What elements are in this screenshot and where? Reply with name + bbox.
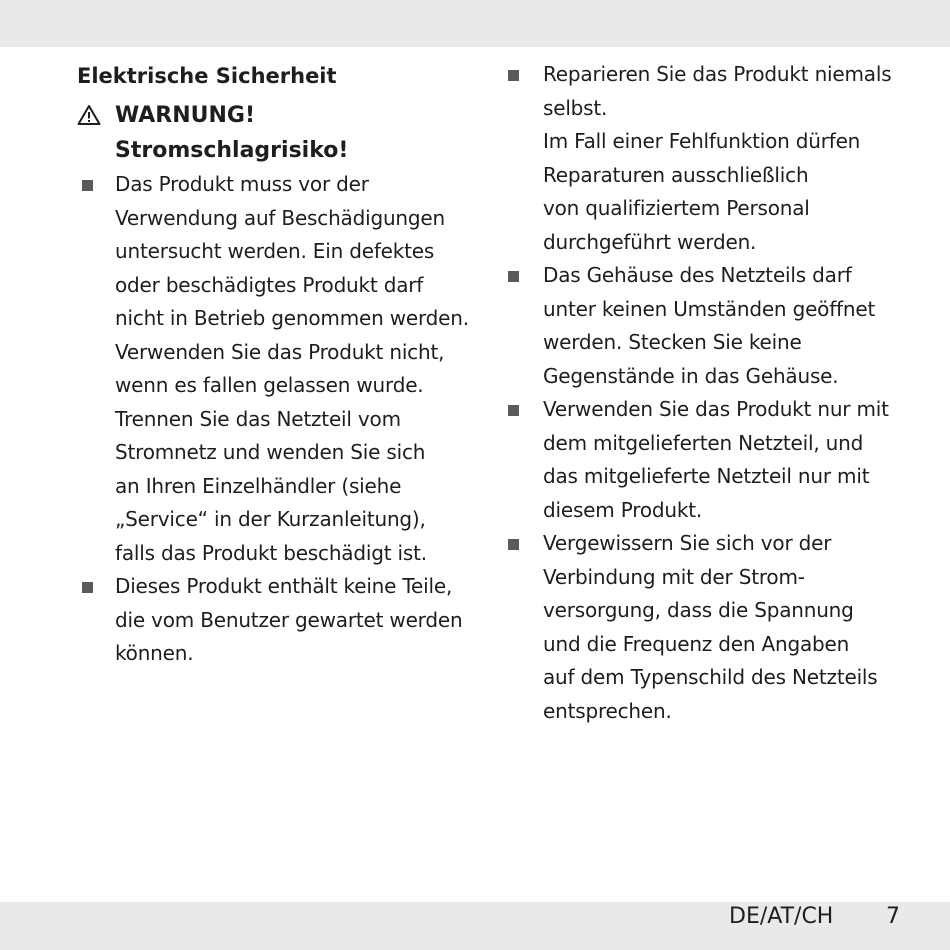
text-line: Verwendung auf Beschädigungen	[115, 205, 445, 230]
warning-title: WARNUNG!	[115, 103, 256, 128]
text-line: die vom Benutzer gewartet werden	[115, 607, 463, 632]
right-column	[505, 58, 925, 728]
text-line: Das Produkt muss vor der	[115, 172, 369, 196]
section-heading: Elektrische Sicherheit	[77, 64, 337, 88]
text-line: Verbindung mit der Strom-	[543, 564, 805, 589]
text-line: Reparieren Sie das Produkt niemals	[543, 62, 892, 86]
text-line: Dieses Produkt enthält keine Teile,	[115, 574, 453, 598]
text-line: das mitgelieferte Netzteil nur mit	[543, 464, 870, 488]
list-item	[77, 570, 477, 671]
text-line: untersucht werden. Ein defektes	[115, 239, 435, 263]
text-line: Gegenstände in das Gehäuse.	[543, 363, 839, 388]
text-line: Im Fall einer Fehlfunktion dürfen	[543, 129, 861, 153]
page-footer	[0, 902, 950, 950]
text-line: entsprechen.	[543, 698, 672, 723]
top-band	[0, 0, 950, 47]
square-bullet-icon	[508, 70, 519, 81]
text-line: versorgung, dass die Spannung	[543, 598, 854, 622]
text-line: Verwenden Sie das Produkt nur mit	[543, 397, 889, 421]
left-bullet-list	[77, 168, 477, 671]
warning-triangle-icon	[77, 98, 115, 168]
text-line: Stromnetz und wenden Sie sich	[115, 440, 426, 464]
footer-region-label: DE/AT/CH	[729, 904, 834, 929]
square-bullet-icon	[508, 539, 519, 550]
square-bullet-icon	[82, 582, 93, 593]
text-line: durchgeführt werden.	[543, 229, 757, 254]
text-line: falls das Produkt beschädigt ist.	[115, 540, 427, 565]
text-line: „Service“ in der Kurzanleitung),	[115, 507, 426, 531]
text-line: und die Frequenz den Angaben	[543, 631, 850, 656]
square-bullet-icon	[508, 405, 519, 416]
text-line: Das Gehäuse des Netzteils darf	[543, 263, 852, 287]
list-item	[505, 259, 925, 393]
square-bullet-icon	[82, 180, 93, 191]
text-line: Reparaturen ausschließlich	[543, 162, 809, 187]
text-line: dem mitgelieferten Netzteil, und	[543, 430, 864, 455]
list-item	[505, 393, 925, 527]
text-line: selbst.	[543, 95, 608, 120]
warning-block	[77, 98, 477, 168]
square-bullet-icon	[508, 271, 519, 282]
text-line: können.	[115, 641, 194, 665]
list-item	[505, 58, 925, 259]
text-line: unter keinen Umständen geöffnet	[543, 296, 876, 321]
page-number: 7	[886, 904, 900, 929]
text-line: Vergewissern Sie sich vor der	[543, 531, 832, 555]
text-line: nicht in Betrieb genommen werden.	[115, 306, 469, 330]
text-line: wenn es fallen gelassen wurde.	[115, 373, 424, 397]
text-line: werden. Stecken Sie keine	[543, 330, 802, 354]
list-item	[77, 168, 477, 570]
text-line: auf dem Typenschild des Netzteils	[543, 665, 878, 689]
text-line: Trennen Sie das Netzteil vom	[115, 406, 401, 431]
warning-subtitle: Stromschlagrisiko!	[115, 138, 349, 163]
text-line: diesem Produkt.	[543, 497, 703, 522]
text-line: oder beschädigtes Produkt darf	[115, 272, 424, 297]
text-line: an Ihren Einzelhändler (siehe	[115, 473, 402, 498]
text-line: Verwenden Sie das Produkt nicht,	[115, 339, 445, 364]
list-item	[505, 527, 925, 728]
left-column	[77, 58, 477, 671]
right-bullet-list	[505, 58, 925, 728]
text-line: von qualifiziertem Personal	[543, 196, 810, 220]
